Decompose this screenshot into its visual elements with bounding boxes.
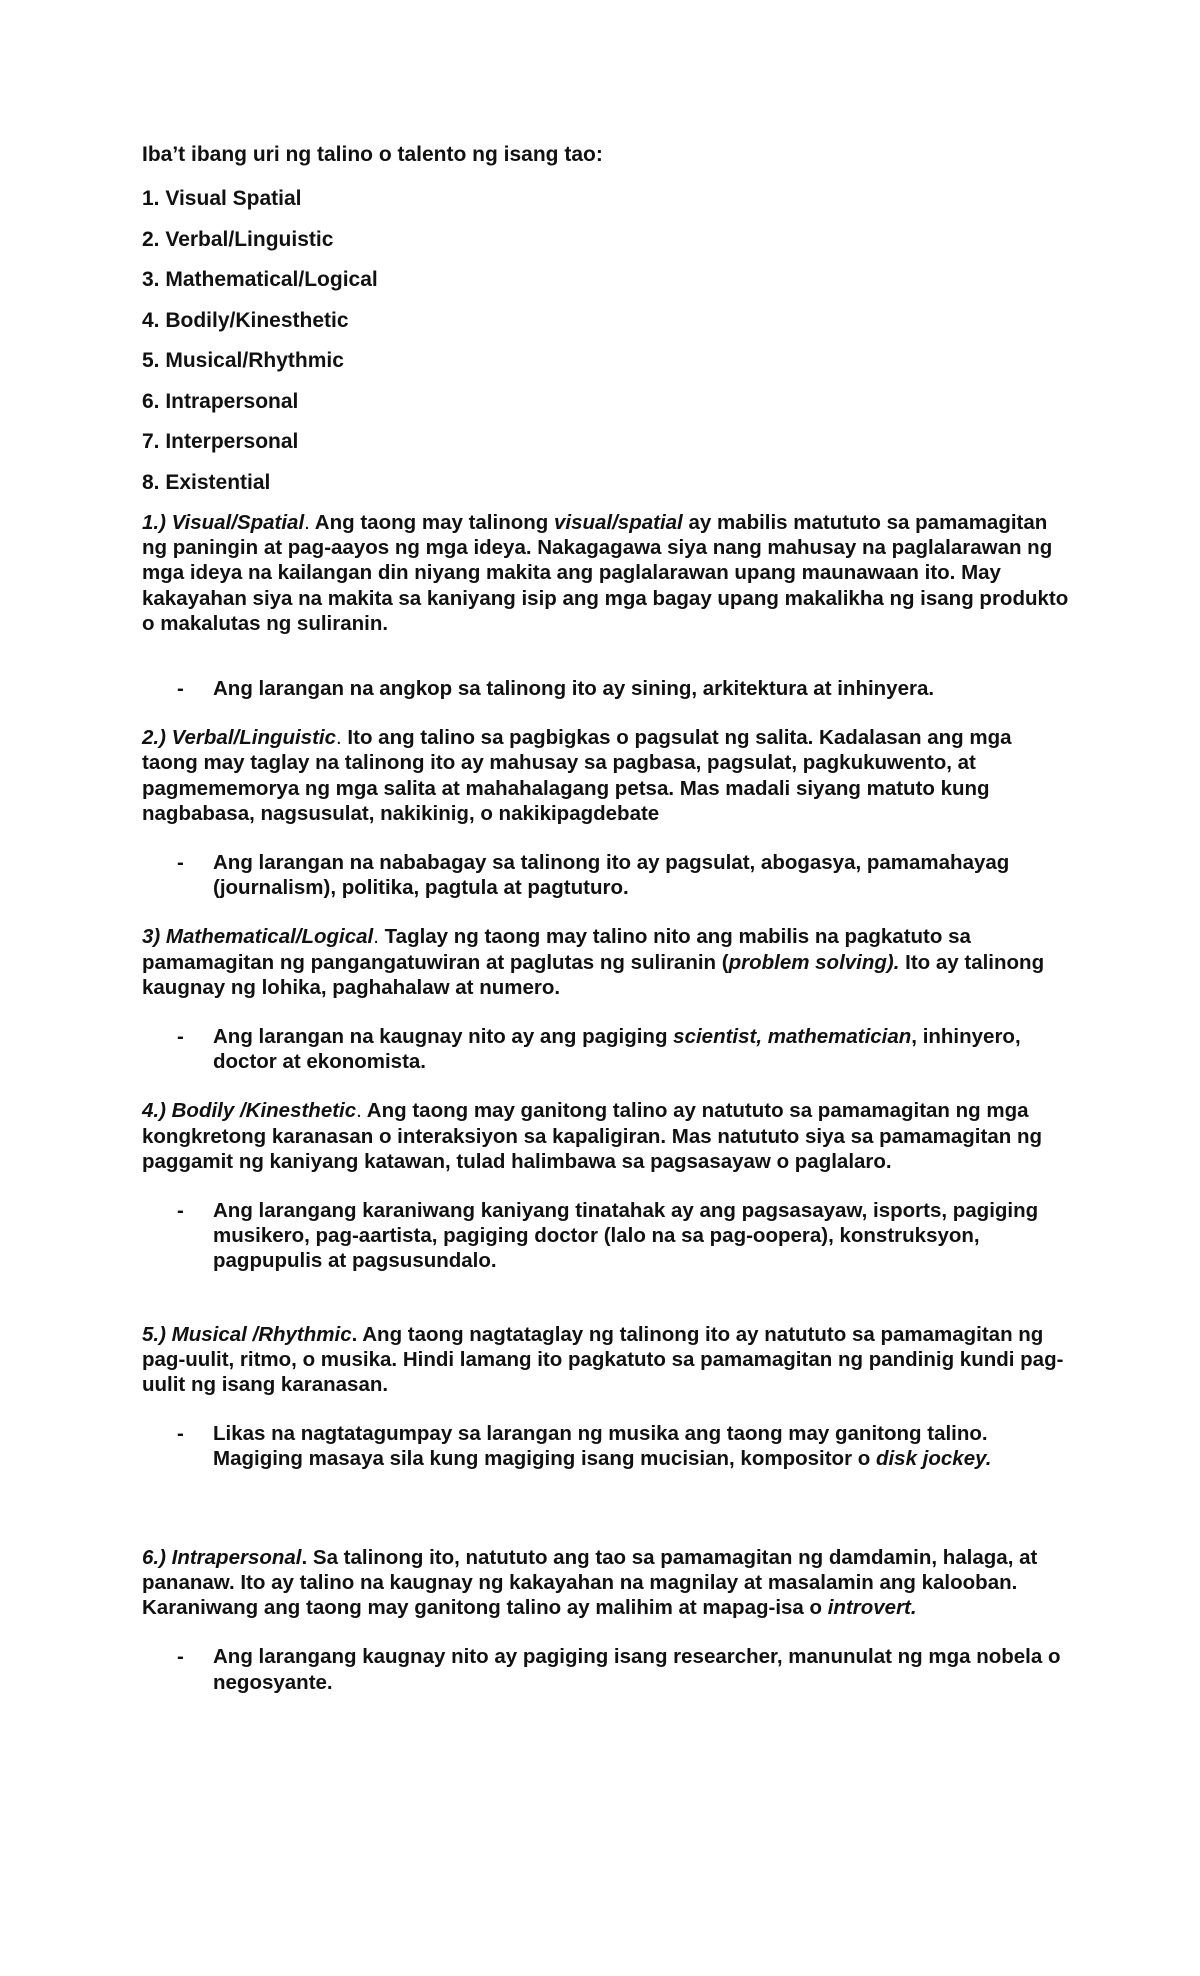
bullet-text: Likas na nagtatagumpay sa larangan ng musika ang taong may ganitong talino. Magiging masaya sila kung magiging isang mucisian, kompositor o bbox=[213, 1422, 988, 1471]
bullet-dash: - bbox=[177, 677, 184, 701]
section-musical-rhythmic bbox=[142, 1322, 1072, 1472]
paragraph-text: Ang taong may ganitong talino ay natututo sa pamamagitan ng mga kongkretong karanasan o interaksiyon sa kapaligiran. Mas natututo siya sa pamamagitan ng paggamit ng kaniyang katawan, tulad halimbawa sa pagsasayaw o paglalaro. bbox=[142, 1099, 1042, 1173]
list-item: 4. Bodily/Kinesthetic bbox=[142, 308, 349, 332]
list-item: 7. Interpersonal bbox=[142, 430, 299, 453]
section-mathematical-logical bbox=[142, 924, 1072, 1074]
document-page bbox=[142, 142, 1072, 1695]
bullet-text: Ang larangang karaniwang kaniyang tinatahak ay ang pagsasayaw, isports, pagiging musikero, pag-aartista, pagiging doctor (lalo na sa pag-oopera), konstruksyon, pagpupulis at pagsusundalo. bbox=[213, 1199, 1039, 1273]
section-label: 5.) Musical /Rhythmic bbox=[142, 1322, 352, 1346]
label-punctuation: . bbox=[336, 726, 342, 750]
section-paragraph bbox=[142, 510, 1072, 636]
section-visual-spatial bbox=[142, 510, 1072, 701]
label-punctuation: . bbox=[356, 1099, 362, 1123]
section-paragraph bbox=[142, 1322, 1072, 1398]
bullet-item bbox=[142, 676, 1072, 701]
paragraph-text: Ito ay talinong kaugnay ng lohika, paghahalaw at numero. bbox=[142, 950, 1045, 999]
section-label: 4.) Bodily /Kinesthetic bbox=[142, 1099, 357, 1123]
section-label: 3) Mathematical/Logical bbox=[142, 925, 374, 949]
bullet-dash: - bbox=[177, 1025, 184, 1049]
bullet-item bbox=[142, 1421, 1072, 1471]
emphasis-text: disk jockey. bbox=[875, 1447, 992, 1471]
document-heading: Iba’t ibang uri ng talino o talento ng isang tao: bbox=[142, 143, 603, 166]
emphasis-text: visual/spatial bbox=[553, 511, 683, 534]
section-bodily-kinesthetic bbox=[142, 1098, 1072, 1273]
emphasis-text: scientist, mathematician bbox=[673, 1025, 912, 1049]
bullet-text: Ang larangan na kaugnay nito ay ang pagiging bbox=[213, 1025, 674, 1049]
section-paragraph bbox=[142, 1098, 1072, 1174]
bullet-dash: - bbox=[177, 1422, 184, 1446]
section-paragraph bbox=[142, 924, 1072, 1000]
bullet-dash: - bbox=[177, 1199, 184, 1223]
emphasis-text: problem solving). bbox=[728, 950, 900, 974]
list-item: 3. Mathematical/Logical bbox=[142, 268, 378, 291]
section-intrapersonal bbox=[142, 1545, 1072, 1695]
label-punctuation: . bbox=[304, 511, 310, 534]
section-paragraph bbox=[142, 725, 1072, 826]
section-paragraph bbox=[142, 1545, 1072, 1621]
bullet-item bbox=[142, 850, 1072, 900]
list-item: 2. Verbal/Linguistic bbox=[142, 227, 334, 251]
bullet-text: Ang larangan na angkop sa talinong ito ay sining, arkitektura at inhinyera. bbox=[213, 677, 935, 701]
bullet-text: Ang larangan na nababagay sa talinong ito ay pagsulat, abogasya, pamamahayag (journalism), politika, pagtula at pagtuturo. bbox=[213, 851, 1010, 900]
bullet-text: , inhinyero, doctor at ekonomista. bbox=[213, 1025, 1021, 1074]
list-item: 5. Musical/Rhythmic bbox=[142, 349, 344, 372]
paragraph-text: Ito ang talino sa pagbigkas o pagsulat ng salita. Kadalasan ang mga taong may taglay na talinong ito ay mahusay sa pagbasa, pagsulat, pagkukuwento, at pagmememorya ng mga salita at mahahalagang petsa. Mas madali siyang matuto kung nagbabasa, nagsusulat, nakikinig, o nakikipagdebate bbox=[142, 726, 1012, 825]
bullet-text: Ang larangang kaugnay nito ay pagiging isang researcher, manunulat ng mga nobela o negosyante. bbox=[213, 1645, 1061, 1694]
section-label: 1.) Visual/Spatial bbox=[142, 511, 305, 534]
section-label: 2.) Verbal/Linguistic bbox=[142, 726, 337, 750]
section-label: 6.) Intrapersonal bbox=[142, 1545, 302, 1569]
talent-list bbox=[142, 186, 1072, 496]
list-item: 1. Visual Spatial bbox=[142, 187, 302, 210]
paragraph-text: Sa talinong ito, natututo ang tao sa pamamagitan ng damdamin, halaga, at pananaw. Ito ay talino na kaugnay ng kakayahan na magnilay at masalamin ang kalooban. Karaniwang ang taong may ganitong talino ay malihim at mapag-isa o bbox=[142, 1545, 1038, 1620]
bullet-item bbox=[142, 1024, 1072, 1074]
label-punctuation: . bbox=[351, 1322, 358, 1346]
label-punctuation: . bbox=[373, 925, 379, 949]
paragraph-text: Ang taong nagtataglay ng talinong ito ay natututo sa pamamagitan ng pag-uulit, ritmo, o musika. Hindi lamang ito pagkatuto sa pamamagitan ng pandinig kundi pag-uulit ng isang karanasan. bbox=[142, 1322, 1064, 1397]
section-verbal-linguistic bbox=[142, 725, 1072, 900]
label-punctuation: . bbox=[301, 1545, 308, 1569]
paragraph-text: Taglay ng taong may talino nito ang mabilis na pagkatuto sa pamamagitan ng pangangatuwiran at paglutas ng suliranin ( bbox=[142, 925, 971, 974]
list-item: 6. Intrapersonal bbox=[142, 389, 299, 413]
bullet-item bbox=[142, 1198, 1072, 1274]
paragraph-text: Ang taong may talinong bbox=[309, 511, 554, 534]
bullet-dash: - bbox=[177, 1645, 184, 1669]
paragraph-text: ay mabilis matututo sa pamamagitan ng paningin at pag-aayos ng mga ideya. Nakagagawa siya nang mahusay na paglalarawan ng mga ideya na kailangan din niyang makita ang paglalarawan upang maunawaan ito. May kakayahan siya na makita sa kaniyang isip ang mga bagay upang makalikha ng isang produkto o makalutas ng suliranin. bbox=[142, 511, 1069, 635]
bullet-item bbox=[142, 1644, 1072, 1694]
list-item: 8. Existential bbox=[142, 470, 271, 494]
bullet-dash: - bbox=[177, 851, 184, 875]
emphasis-text: introvert. bbox=[827, 1596, 917, 1620]
